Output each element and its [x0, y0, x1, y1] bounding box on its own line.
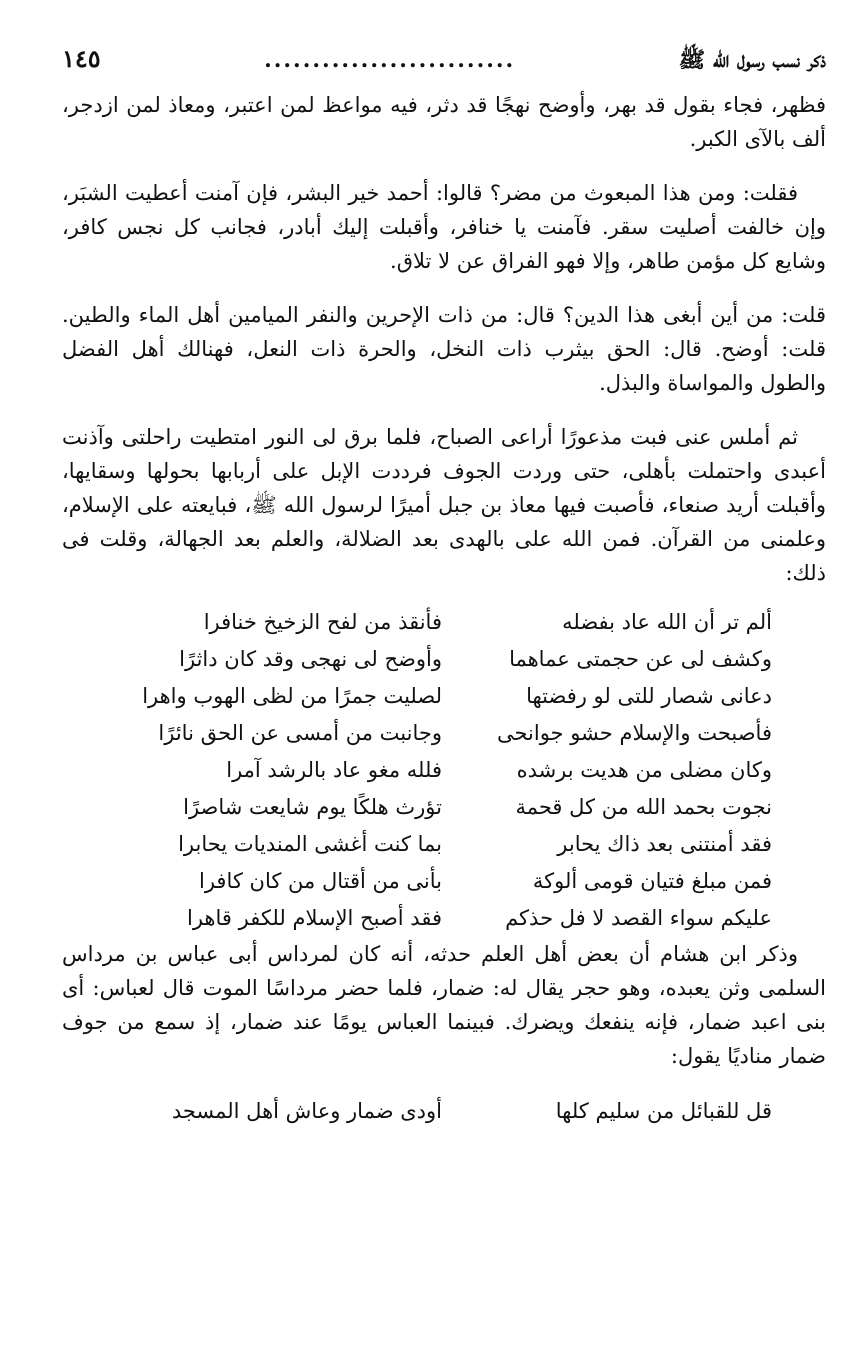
- poem-verse: [62, 752, 772, 789]
- poem-verse: [62, 900, 772, 937]
- poem-verse: [62, 604, 772, 641]
- document-page: [62, 44, 826, 1130]
- poem-verse: [62, 678, 772, 715]
- verse-second-hemistich: فقد أصبح الإسلام للكفر قاهرا: [187, 906, 442, 930]
- verse-first-hemistich: نجوت بحمد الله من كل قحمة: [515, 795, 772, 819]
- verse-second-hemistich: وأوضح لى نهجى وقد كان داثرًا: [179, 647, 442, 671]
- paragraph-2: فقلت: ومن هذا المبعوث من مضر؟ قالوا: أحمد خير البشر، فإن آمنت أعطيت الشبَر، وإن خالفت أصليت سقر. فآمنت يا خنافر، وأقبلت إليك أبادر، فجانب كل نجس كافر، وشايع كل مؤمن طاهر، وإلا فهو الفراق عن لا تلاق.: [62, 181, 826, 273]
- verse-first-hemistich: ألم تر أن الله عاد بفضله: [562, 610, 772, 634]
- final-poem: [62, 1093, 826, 1130]
- verse-second-hemistich: لصليت جمرًا من لظى الهوب واهرا: [142, 684, 442, 708]
- closing-paragraph: وذكر ابن هشام أن بعض أهل العلم حدثه، أنه كان لمرداس أبى عباس بن مرداس السلمى وثن يعبده، وهو حجر يقال له: ضمار، فلما حضر مرداسًا الموت قال لعباس: أى بنى اعبد ضمار، فإنه ينفعك ويضرك. فبينما العباس يومًا عند ضمار، إذ سمع من جوف ضمار مناديًا يقول:: [62, 942, 826, 1068]
- verse-first-hemistich: عليكم سواء القصد لا فل حذكم: [505, 906, 772, 930]
- verse-second-hemistich: فلله مغو عاد بالرشد آمرا: [226, 758, 442, 782]
- paragraph-gap: [62, 400, 826, 420]
- paragraph-gap: [62, 278, 826, 298]
- poem-verse: [62, 715, 772, 752]
- poem-verse: [62, 1093, 772, 1130]
- verse-first-hemistich: وكشف لى عن حجمتى عماهما: [509, 647, 772, 671]
- verse-second-hemistich: أودى ضمار وعاش أهل المسجد: [171, 1099, 442, 1123]
- dot-leader: ..........................: [264, 47, 516, 73]
- poem-verse: [62, 789, 772, 826]
- verse-second-hemistich: تؤرث هلكًا يوم شايعت شاصرًا: [183, 795, 442, 819]
- paragraph-4: ثم أملس عنى فبت مذعورًا أراعى الصباح، فلما برق لى النور امتطيت راحلتى وآذنت أعبدى واحتملت بأهلى، حتى وردت الجوف فرددت الإبل على أربابها بحولها وسقايها، وأقبلت أريد صنعاء، فأصبت فيها معاذ بن جبل أميرًا لرسول الله ﷺ، فبايعته على الإسلام، وعلمنى من القرآن. فمن الله على بالهدى بعد الضلالة، والعلم بعد الجهالة، وقلت فى ذلك:: [62, 425, 826, 585]
- running-header: [62, 44, 826, 88]
- verse-first-hemistich: فقد أمنتنى بعد ذاك يحابر: [557, 832, 772, 856]
- verse-first-hemistich: وكان مضلى من هديت برشده: [516, 758, 772, 782]
- page-number: ١٤٥: [62, 44, 101, 73]
- verse-first-hemistich: فأصبحت والإسلام حشو جوانحى: [496, 721, 772, 745]
- verse-second-hemistich: وجانبت من أمسى عن الحق نائرًا: [158, 721, 442, 745]
- verse-second-hemistich: بما كنت أغشى المنديات يحابرا: [178, 832, 442, 856]
- verse-first-hemistich: فمن مبلغ فتيان قومى ألوكة: [532, 869, 772, 893]
- paragraph-gap: [62, 156, 826, 176]
- poem-verse: [62, 641, 772, 678]
- poem-verse: [62, 826, 772, 863]
- verse-first-hemistich: قل للقبائل من سليم كلها: [555, 1099, 772, 1123]
- paragraph-3: قلت: من أين أبغى هذا الدين؟ قال: من ذات الإحرين والنفر الميامين أهل الماء والطين. قلت: أوضح. قال: الحق بيثرب ذات النخل، والحرة ذات النعل، فهنالك أهل الفضل والطول والمواساة والبذل.: [62, 303, 826, 395]
- poem: [62, 604, 826, 937]
- paragraph-1: فظهر، فجاء بقول قد بهر، وأوضح نهجًا قد دثر، فيه مواعظ لمن اعتبر، ومعاذ لمن ازدجر، ألف بالآى الكبر.: [62, 93, 826, 151]
- verse-first-hemistich: دعانى شصار للتى لو رفضتها: [526, 684, 772, 708]
- verse-second-hemistich: فأنقذ من لفح الزخيخ خنافرا: [203, 610, 442, 634]
- poem-verse: [62, 863, 772, 900]
- verse-second-hemistich: بأنى من أقتال من كان كافرا: [199, 869, 442, 893]
- chapter-title: ذكر نسب رسول الله ﷺ: [678, 47, 826, 73]
